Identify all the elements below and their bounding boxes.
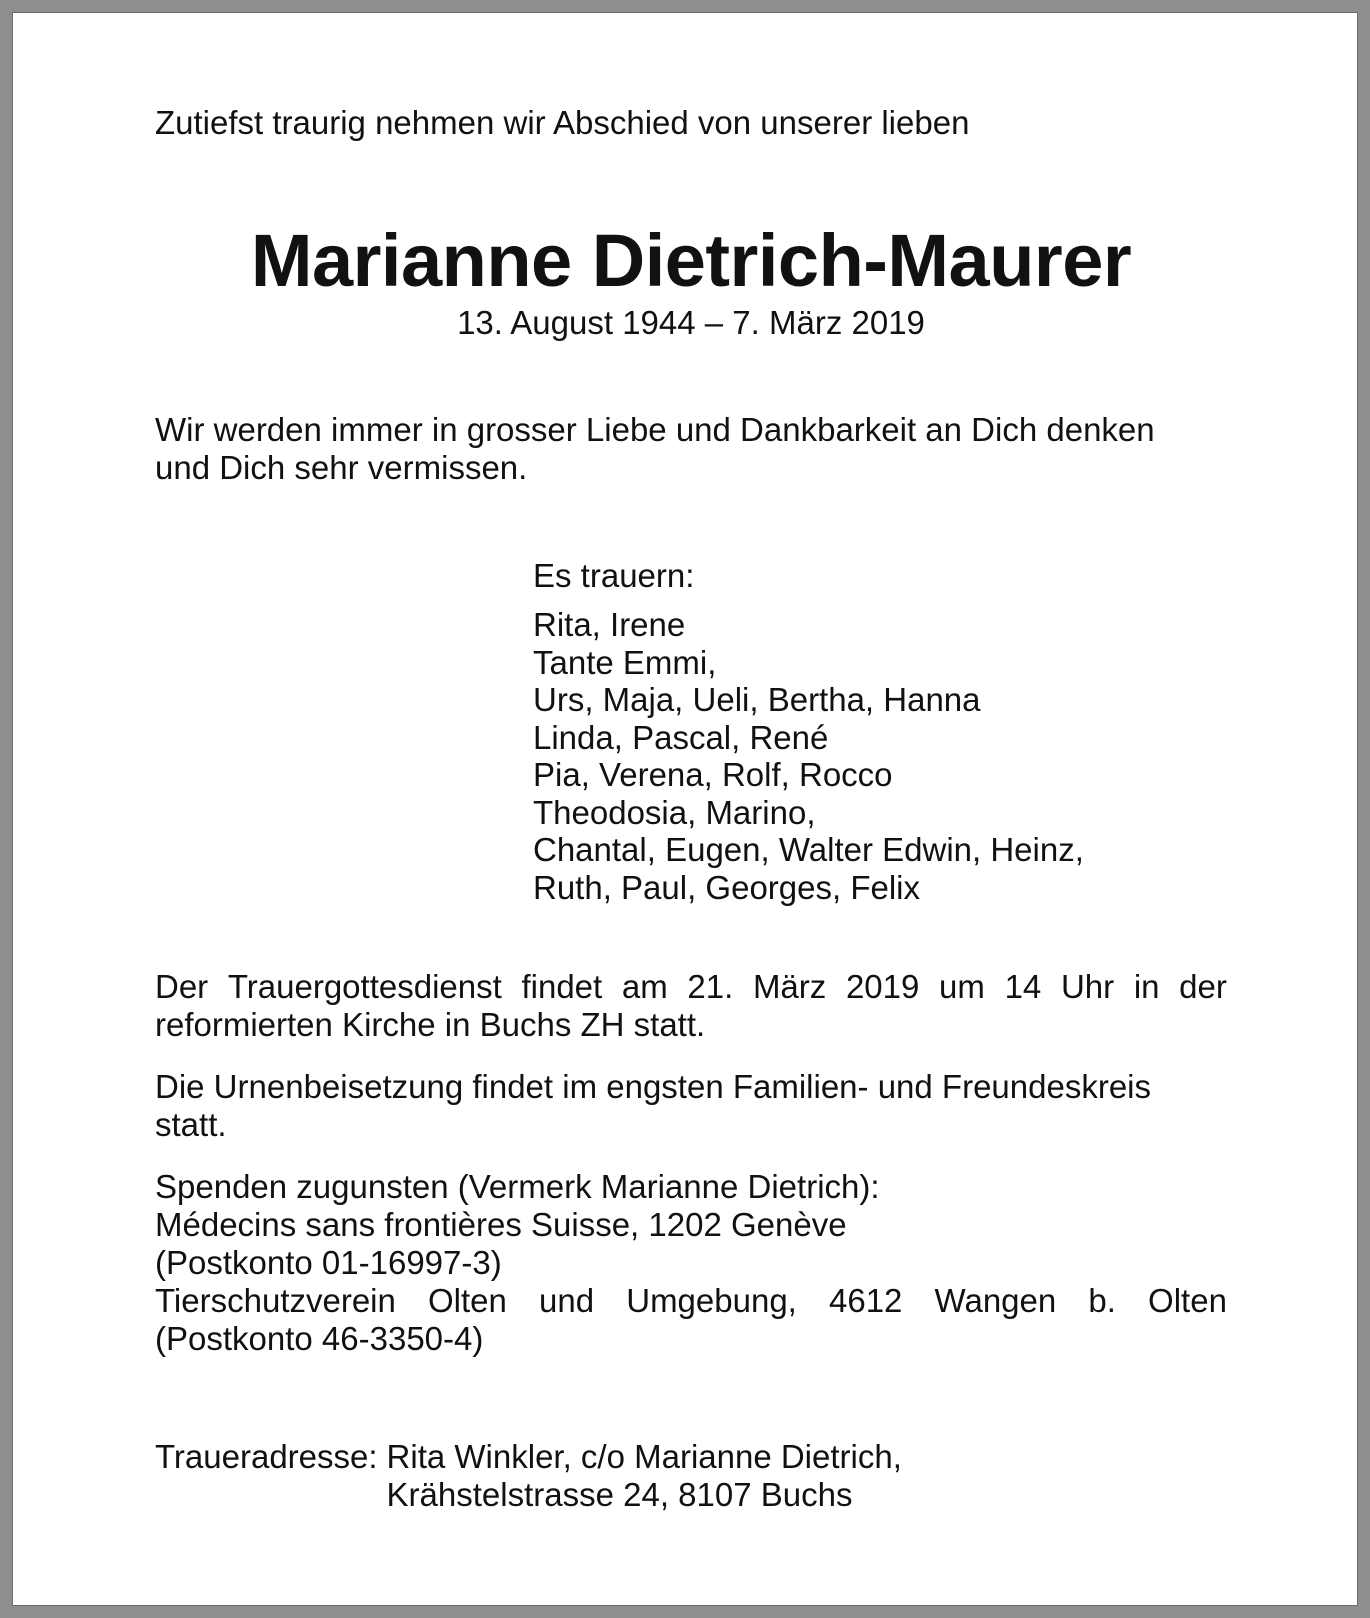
mourner-line: Theodosia, Marino, — [533, 793, 816, 831]
mourner-line: Urs, Maja, Ueli, Bertha, Hanna — [533, 681, 981, 718]
donations-heading: Spenden zugunsten (Vermerk Marianne Dietrich): — [155, 1168, 880, 1205]
mourners-list — [533, 556, 1084, 906]
donation-org-1: Médecins sans frontières Suisse, 1202 Genève — [155, 1206, 847, 1243]
address-line-1: Rita Winkler, c/o Marianne Dietrich, — [386, 1438, 902, 1475]
service-word: um — [939, 968, 985, 1005]
service-word: 14 — [1004, 968, 1042, 1005]
service-word: 2019 — [845, 968, 920, 1005]
address-lines — [387, 1438, 902, 1514]
mourner-line: Linda, Pascal, René — [533, 718, 829, 756]
service-line-2: reformierten Kirche in Buchs ZH statt. — [155, 1006, 706, 1043]
service-word: 21. — [687, 968, 734, 1005]
life-dates: 13. August 1944 – 7. März 2019 — [457, 304, 925, 341]
memory-text — [155, 411, 1227, 487]
service-word: in — [1133, 968, 1160, 1005]
donation-org-1-account: (Postkonto 01-16997-3) — [155, 1244, 502, 1281]
service-word: am — [621, 968, 668, 1005]
donation-word: Olten — [428, 1282, 507, 1319]
donation-org-2-account: (Postkonto 46-3350-4) — [155, 1320, 484, 1357]
donation-word: Wangen — [934, 1282, 1057, 1319]
service-word: März — [752, 968, 827, 1005]
service-notice — [155, 968, 1227, 1044]
donation-word: b. — [1088, 1282, 1116, 1319]
urn-notice — [155, 1068, 1227, 1144]
obituary-page — [12, 12, 1358, 1606]
donation-word: Tierschutzverein — [155, 1282, 396, 1319]
address-line-2: Krähstelstrasse 24, 8107 Buchs — [386, 1476, 853, 1513]
intro-text: Zutiefst traurig nehmen wir Abschied von unserer lieben — [155, 104, 970, 141]
service-word: Der — [155, 968, 209, 1005]
urn-line-1: Die Urnenbeisetzung findet im engsten Familien- und Freundeskreis — [155, 1068, 1152, 1105]
mourning-address — [155, 1438, 902, 1514]
mourner-line: Pia, Verena, Rolf, Rocco — [533, 756, 893, 793]
donation-word: Olten — [1148, 1282, 1227, 1319]
donation-org-2 — [155, 1282, 1227, 1320]
mourners-heading: Es trauern: — [533, 557, 695, 594]
address-label: Traueradresse: — [155, 1438, 378, 1475]
donations-notice — [155, 1168, 1227, 1358]
deceased-name: Marianne Dietrich-Maurer — [250, 219, 1132, 302]
service-word: Uhr — [1060, 968, 1115, 1005]
memory-line-1: Wir werden immer in grosser Liebe und Dankbarkeit an Dich denken — [155, 411, 1155, 448]
service-line-1 — [155, 968, 1227, 1006]
mourner-line: Chantal, Eugen, Walter Edwin, Heinz, — [533, 831, 1084, 868]
donation-word: 4612 — [828, 1282, 903, 1319]
service-word: findet — [521, 968, 603, 1005]
service-word: Trauergottesdienst — [227, 968, 502, 1005]
mourner-line: Rita, Irene — [533, 606, 686, 643]
service-word: der — [1179, 968, 1227, 1005]
mourner-line: Tante Emmi, — [533, 643, 717, 681]
memory-line-2: und Dich sehr vermissen. — [155, 449, 528, 486]
mourner-line: Ruth, Paul, Georges, Felix — [533, 868, 921, 906]
urn-line-2: statt. — [155, 1106, 227, 1143]
donation-word: und — [539, 1282, 595, 1319]
donation-word: Umgebung, — [626, 1282, 797, 1319]
